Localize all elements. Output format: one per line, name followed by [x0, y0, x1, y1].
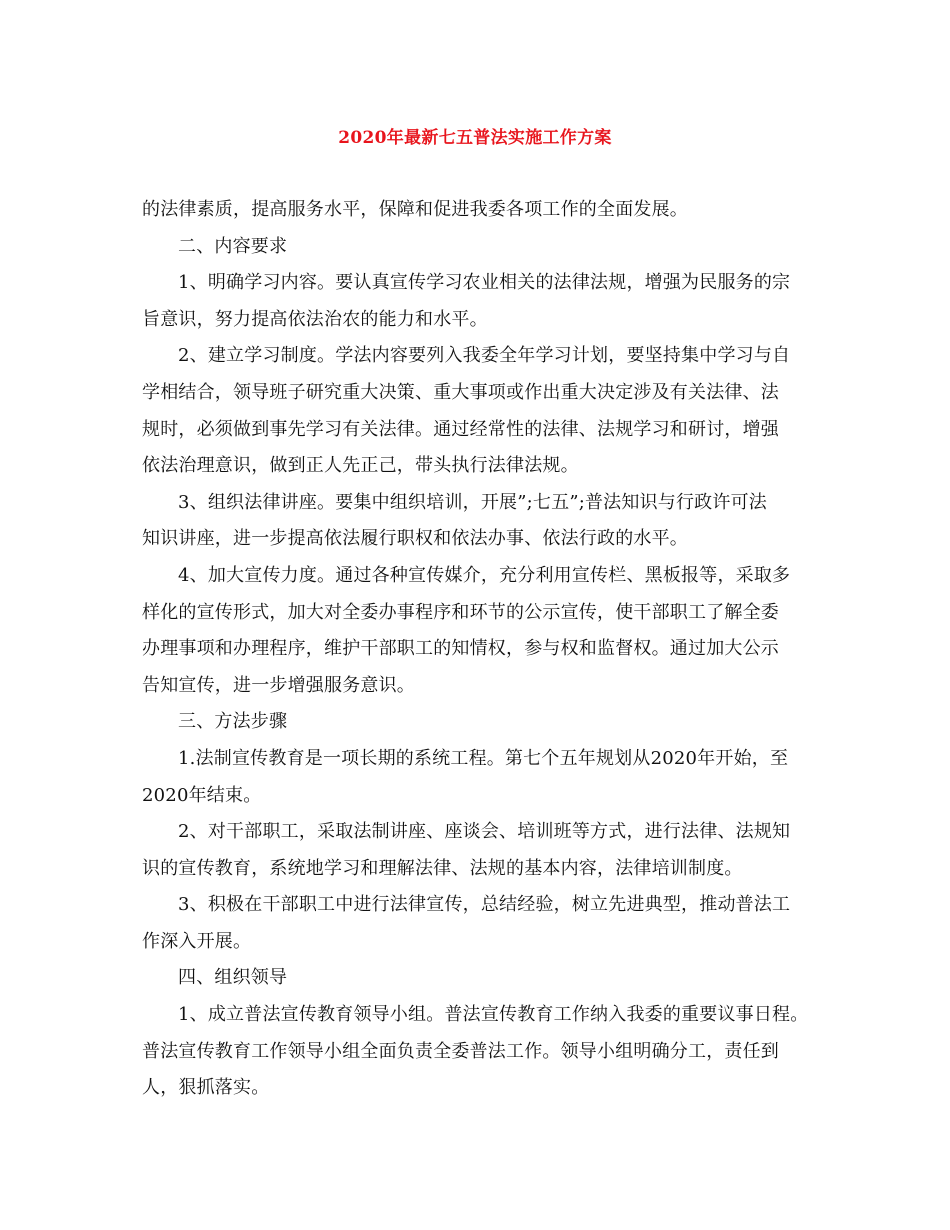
paragraph-line: 2、建立学习制度。学法内容要列入我委全年学习计划，要坚持集中学习与自 [178, 345, 791, 367]
paragraph-line: 规时，必须做到事先学习有关法律。通过经常性的法律、法规学习和研讨，增强 [142, 418, 779, 440]
paragraph-line: 2、对干部职工，采取法制讲座、座谈会、培训班等方式，进行法律、法规知 [178, 821, 791, 843]
paragraph-line: 知识讲座，进一步提高依法履行职权和依法办事、依法行政的水平。 [142, 528, 688, 550]
paragraph-line: 的法律素质，提高服务水平，保障和促进我委各项工作的全面发展。 [142, 199, 688, 220]
paragraph-line: 普法宣传教育工作领导小组全面负责全委普法工作。领导小组明确分工，责任到 [142, 1040, 779, 1062]
paragraph-line: 1.法制宣传教育是一项长期的系统工程。第七个五年规划从2020年开始，至 [178, 747, 789, 769]
paragraph-line: 旨意识，努力提高依法治农的能力和水平。 [142, 308, 488, 330]
paragraph-line: 办理事项和办理程序，维护干部职工的知情权，参与权和监督权。通过加大公示 [142, 638, 779, 660]
document-body [142, 192, 814, 1107]
paragraph-line: 样化的宣传形式，加大对全委办事程序和环节的公示宣传，使干部职工了解全委 [142, 601, 779, 623]
paragraph-line: 依法治理意识，做到正人先正己，带头执行法律法规。 [142, 455, 579, 477]
paragraph-line: 4、加大宣传力度。通过各种宣传媒介，充分利用宣传栏、黑板报等，采取多 [178, 564, 791, 586]
paragraph-line: 三、方法步骤 [178, 711, 288, 733]
paragraph-line: 学相结合，领导班子研究重大决策、重大事项或作出重大决定涉及有关法律、法 [142, 381, 779, 403]
paragraph-line: 人，狠抓落实。 [142, 1077, 270, 1099]
paragraph-line: 识的宣传教育，系统地学习和理解法律、法规的基本内容，法律培训制度。 [142, 857, 743, 879]
paragraph-line: 1、明确学习内容。要认真宣传学习农业相关的法律法规，增强为民服务的宗 [178, 272, 791, 294]
paragraph-line: 作深入开展。 [142, 930, 252, 952]
paragraph-line: 四、组织领导 [178, 967, 288, 989]
paragraph-line: 二、内容要求 [178, 235, 288, 257]
document-title: 2020年最新七五普法实施工作方案 [338, 128, 612, 148]
paragraph-line: 3、组织法律讲座。要集中组织培训，开展”;七五”;普法知识与行政许可法 [178, 491, 767, 513]
paragraph-line: 2020年结束。 [142, 784, 262, 806]
paragraph-line: 3、积极在干部职工中进行法律宣传，总结经验，树立先进典型，推动普法工 [178, 894, 791, 916]
paragraph-line: 1、成立普法宣传教育领导小组。普法宣传教育工作纳入我委的重要议事日程。 [178, 1004, 809, 1026]
paragraph-line: 告知宣传，进一步增强服务意识。 [142, 674, 415, 696]
